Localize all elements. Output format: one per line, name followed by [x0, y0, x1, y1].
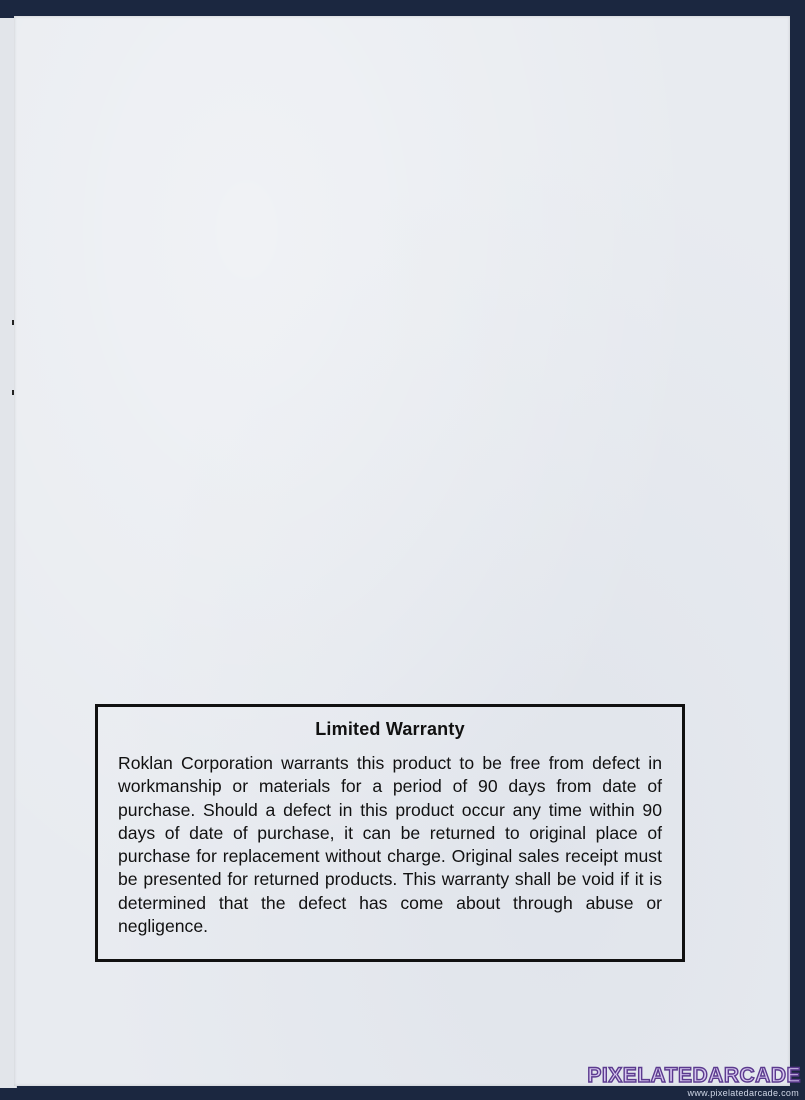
- watermark-url: www.pixelatedarcade.com: [687, 1088, 799, 1098]
- warranty-title: Limited Warranty: [315, 719, 465, 739]
- warranty-box: [95, 704, 685, 962]
- watermark-logo: PIXELATEDARCADE: [587, 1064, 801, 1087]
- manual-page: [14, 16, 790, 1086]
- warranty-body: Roklan Corporation warrants this product to be free from defect in workmanship or materials for a period of 90 days from date of purchase. Should a defect in this product occur any time within 90 days of date of purchase, it can be returned to original place of purchase for replacement without charge. Original sales receipt must be presented for returned products. This warranty shall be void if it is determined that the defect has come about through abuse or negligence.: [118, 753, 662, 937]
